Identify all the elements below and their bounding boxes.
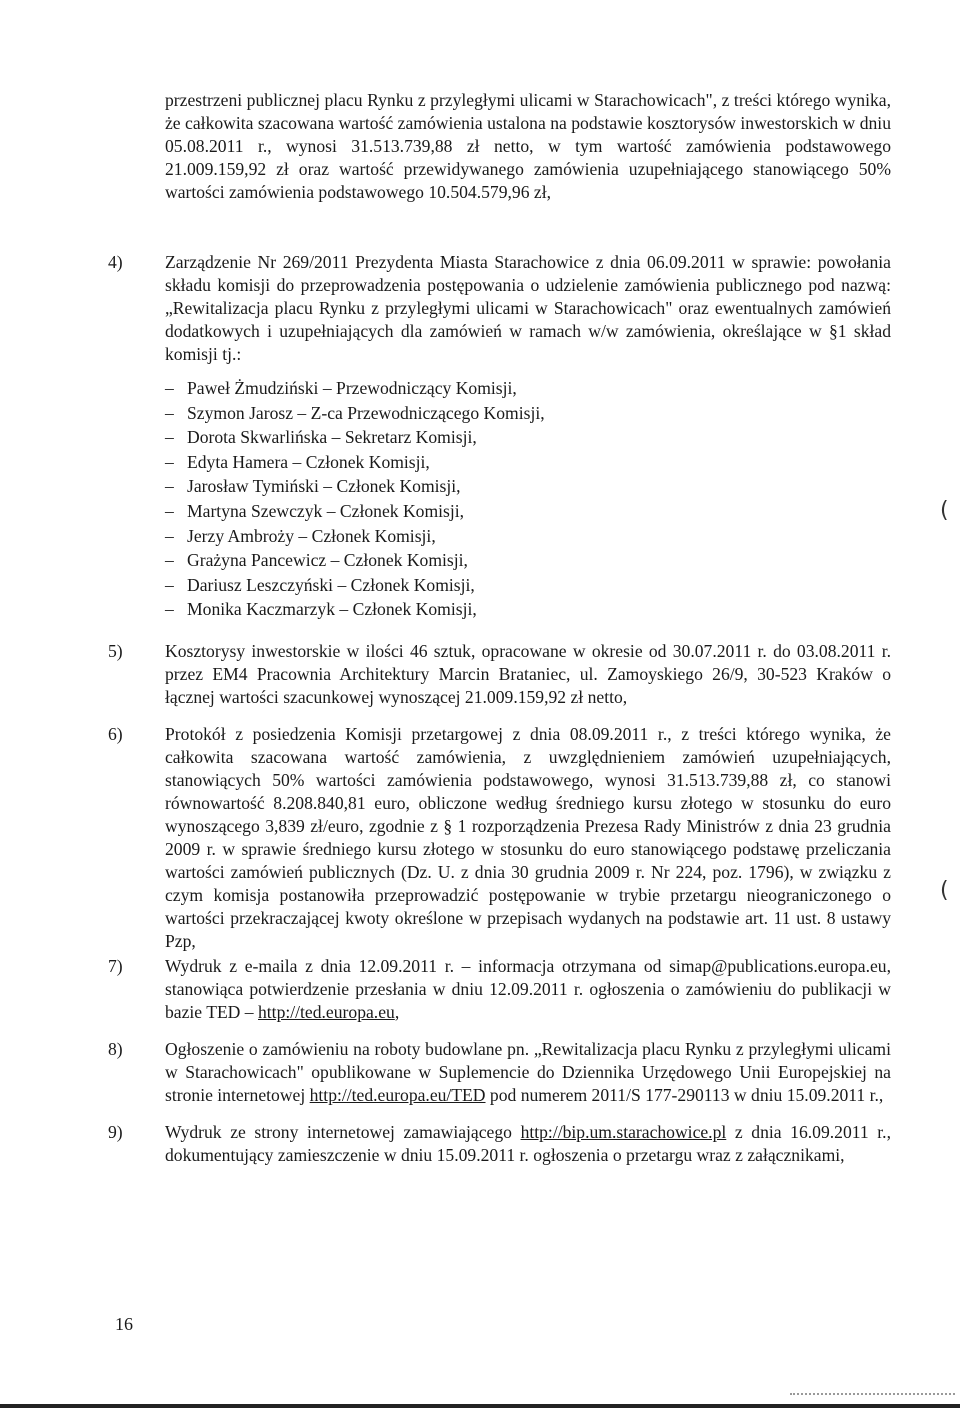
item-number: 6) [108,723,123,744]
scan-artifact-dots [790,1393,955,1397]
item-text: Kosztorysy inwestorskie w ilości 46 sztuk, opracowane w okresie od 30.07.2011 r. do 03.08.2011 r. przez EM4 Pracownia Architektury Marcin Brataniec, ul. Zamoyskiego 26/9, 30-523 Kraków o łącznej wartości szacunkowej wynoszącej 21.009.159,92 zł netto, [165,640,891,707]
member-item: – Dariusz Leszczyński – Członek Komisji, [165,573,891,598]
list-item-5 [108,640,891,709]
list-item-9 [108,1121,891,1167]
item-text-part: Wydruk z e-maila z dnia 12.09.2011 r. – informacja otrzymana od simap@publications.europa.eu, stanowiąca potwierdzenie przesłania w dniu 12.09.2011 r. ogłoszenia o zamówieniu do publikacji w bazie TED – [165,955,891,1022]
item-text-part: , [394,1001,400,1022]
member-item: – Martyna Szewczyk – Członek Komisji, [165,499,891,524]
ted-link[interactable]: http://ted.europa.eu [258,1001,395,1022]
member-item: – Grażyna Pancewicz – Członek Komisji, [165,548,891,573]
member-item: – Szymon Jarosz – Z-ca Przewodniczącego Komisji, [165,401,891,426]
item-number: 7) [108,955,123,976]
item-text-part: pod numerem 2011/S 177-290113 w dniu 15.09.2011 r., [485,1084,884,1105]
list-item-8 [108,1038,891,1107]
member-item: – Jarosław Tymiński – Członek Komisji, [165,474,891,499]
member-item: – Dorota Skwarlińska – Sekretarz Komisji, [165,425,891,450]
item-number: 4) [108,252,123,272]
margin-punch-mark: ( [940,498,949,523]
member-item: – Jerzy Ambroży – Członek Komisji, [165,524,891,549]
item-number: 8) [108,1038,123,1059]
member-item: – Edyta Hamera – Członek Komisji, [165,450,891,475]
member-item: – Paweł Żmudziński – Przewodniczący Komisji, [165,376,891,401]
item-text-part: z dnia 16.09.2011 r., dokumentujący zamieszczenie w dniu 15.09.2011 r. ogłoszenia o przetargu wraz z załącznikami, [165,1121,891,1165]
list-item-6 [108,723,891,953]
item-text [165,955,891,1024]
commission-members-list [165,376,891,622]
item-text: Zarządzenie Nr 269/2011 Prezydenta Miasta Starachowice z dnia 06.09.2011 w sprawie: powołania składu komisji do przeprowadzenia postępowania o udzielenie zamówienia publicznego pod nazwą: „Rewitalizacja placu Rynku z przyległymi ulicami w Starachowicach" oraz ewentualnych zamówień dodatkowych i uzupełniających dla zamówień w ramach w/w zamówienia, określające w §1 skład komisji tj.: [165,252,891,364]
list-item-4 [108,251,891,622]
margin-punch-mark: ( [940,878,949,903]
intro-paragraph: przestrzeni publicznej placu Rynku z przyległymi ulicami w Starachowicach", z treści którego wynika, że całkowita szacowana wartość zamówienia ustalona na podstawie kosztorysów inwestorskich w dniu 05.08.2011 r., wynosi 31.513.739,88 zł netto, w tym wartość zamówienia podstawowego 21.009.159,92 zł oraz wartość przewidywanego zamówienia uzupełniającego stanowiącego 50% wartości zamówienia podstawowego 10.504.579,96 zł, [165,90,891,202]
item-text [165,1121,891,1167]
item-text [165,1038,891,1107]
ted-notice-link[interactable]: http://ted.europa.eu/TED [309,1084,486,1105]
item-number: 9) [108,1121,123,1142]
page-number: 16 [115,1314,133,1334]
bip-link[interactable]: http://bip.um.starachowice.pl [520,1121,727,1142]
list-item-7 [108,955,891,1024]
item-number: 5) [108,640,123,661]
scan-artifact-line [0,1404,960,1408]
item-text-part: Ogłoszenie o zamówieniu na roboty budowlane pn. „Rewitalizacja placu Rynku z przyległymi ulicami w Starachowicach" opublikowane w Suplemencie do Dziennika Urzędowego Unii Europejskiej na stronie internetowej [165,1038,891,1105]
item-text-part: Wydruk ze strony internetowej zamawiającego [165,1121,521,1142]
member-item: – Monika Kaczmarzyk – Członek Komisji, [165,597,891,622]
item-text: Protokół z posiedzenia Komisji przetargowej z dnia 08.09.2011 r., z treści którego wynika, że całkowita szacowana wartość zamówienia, z uwzględnieniem zamówień uzupełniających, stanowiących 50% wartości zamówienia podstawowego, wynosi 31.513.739,88 zł, co stanowi równowartość 8.208.840,81 euro, obliczone według średniego kursu złotego w stosunku do euro wynoszącego 3,839 zł/euro, zgodnie z § 1 rozporządzenia Prezesa Rady Ministrów z dnia 23 grudnia 2009 r. w sprawie średniego kursu złotego w stosunku do euro stanowiącego podstawę przeliczania wartości zamówień publicznych (Dz. U. z dnia 30 grudnia 2009 r. Nr 224, poz. 1796), w związku z czym komisja postanowiła przeprowadzić postępowanie w trybie przetargu nieograniczonego o wartości przekraczającej kwoty określone w przepisach wydanych na podstawie art. 11 ust. 8 ustawy Pzp, [165,723,891,951]
enumerated-list [108,251,891,1167]
